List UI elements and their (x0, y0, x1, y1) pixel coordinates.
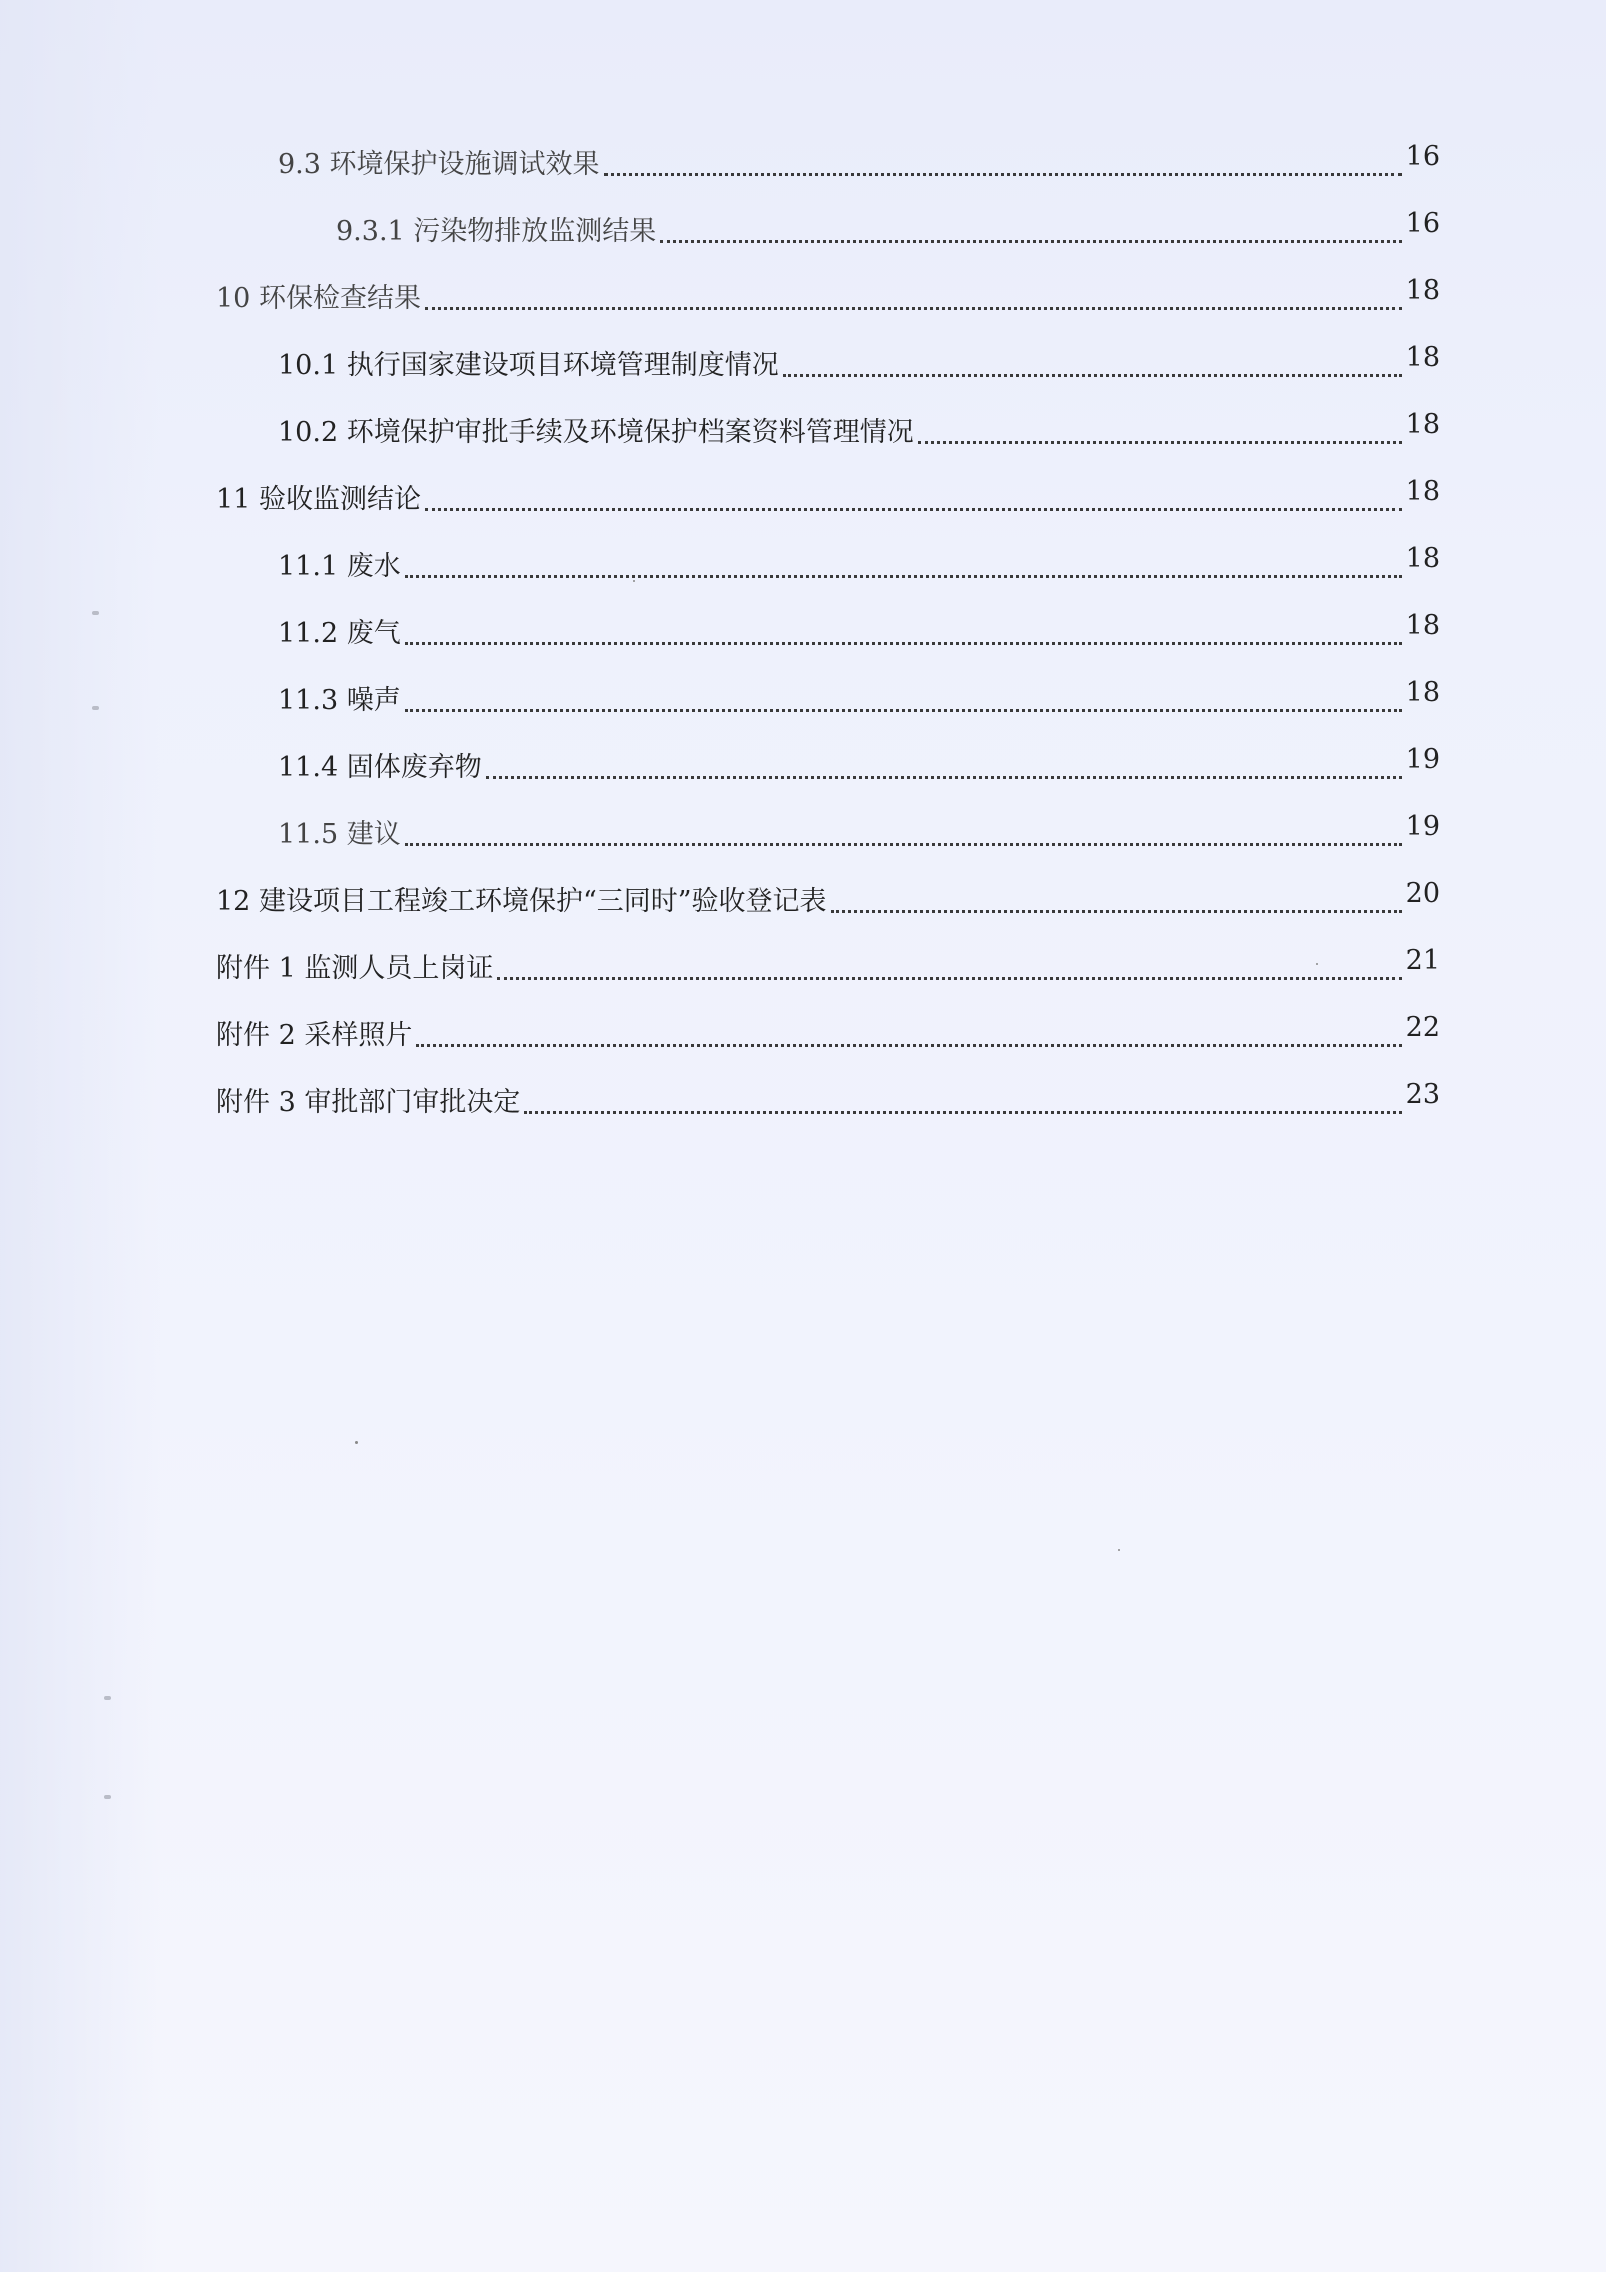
table-of-contents (216, 118, 1440, 1123)
toc-entry-page: 18 (1405, 677, 1440, 708)
dot-leader (405, 574, 1402, 578)
dot-leader (783, 373, 1402, 377)
toc-entry-page: 18 (1405, 342, 1440, 373)
toc-entry-title: 11.1 废水 (278, 551, 401, 582)
toc-entry-page: 16 (1405, 141, 1440, 172)
dot-leader (831, 909, 1402, 913)
toc-entry-title: 附件 3 审批部门审批决定 (216, 1087, 521, 1118)
dot-leader (405, 641, 1402, 645)
toc-entry-page: 21 (1405, 945, 1440, 976)
toc-entry-page: 16 (1405, 208, 1440, 239)
scan-speck (355, 1441, 358, 1444)
toc-entry-title: 附件 2 采样照片 (216, 1020, 413, 1051)
toc-entry-title: 10.2 环境保护审批手续及环境保护档案资料管理情况 (278, 417, 914, 448)
toc-entry-title: 11.3 噪声 (278, 685, 401, 716)
toc-entry-page: 18 (1405, 476, 1440, 507)
toc-entry-page: 18 (1405, 275, 1440, 306)
dot-leader (486, 775, 1402, 779)
toc-entry[interactable] (216, 922, 1440, 989)
toc-entry[interactable] (216, 319, 1440, 386)
binding-mark (104, 1696, 111, 1700)
toc-entry-page: 19 (1405, 811, 1440, 842)
toc-entry-title: 10 环保检查结果 (216, 283, 421, 314)
binding-mark (104, 1795, 111, 1799)
dot-leader (405, 708, 1402, 712)
toc-entry[interactable] (216, 587, 1440, 654)
toc-entry-page: 18 (1405, 610, 1440, 641)
toc-entry[interactable] (216, 118, 1440, 185)
toc-entry-page: 18 (1405, 543, 1440, 574)
toc-entry-page: 22 (1405, 1012, 1440, 1043)
toc-entry-title: 11.4 固体废弃物 (278, 752, 482, 783)
toc-entry-title: 附件 1 监测人员上岗证 (216, 953, 494, 984)
toc-entry[interactable] (216, 788, 1440, 855)
dot-leader (524, 1110, 1401, 1114)
dot-leader (918, 440, 1402, 444)
toc-entry-title: 11.2 废气 (278, 618, 401, 649)
toc-entry[interactable] (216, 855, 1440, 922)
toc-entry-page: 20 (1405, 878, 1440, 909)
toc-entry[interactable] (216, 252, 1440, 319)
toc-entry[interactable] (216, 654, 1440, 721)
toc-entry-title: 9.3 环境保护设施调试效果 (278, 149, 600, 180)
toc-entry-title: 11 验收监测结论 (216, 484, 421, 515)
toc-entry-page: 19 (1405, 744, 1440, 775)
toc-entry-title: 10.1 执行国家建设项目环境管理制度情况 (278, 350, 779, 381)
toc-entry[interactable] (216, 386, 1440, 453)
toc-entry-page: 23 (1405, 1079, 1440, 1110)
toc-entry[interactable] (216, 453, 1440, 520)
dot-leader (425, 306, 1402, 310)
dot-leader (497, 976, 1401, 980)
toc-entry-title: 9.3.1 污染物排放监测结果 (336, 216, 657, 247)
dot-leader (425, 507, 1402, 511)
toc-entry[interactable] (216, 721, 1440, 788)
toc-entry[interactable] (216, 520, 1440, 587)
toc-entry-title: 11.5 建议 (278, 819, 401, 850)
toc-entry-title: 12 建设项目工程竣工环境保护“三同时”验收登记表 (216, 886, 827, 917)
dot-leader (660, 239, 1401, 243)
dot-leader (405, 842, 1402, 846)
toc-entry[interactable] (216, 1056, 1440, 1123)
scan-speck (1118, 1549, 1120, 1551)
scan-shadow (0, 0, 160, 2272)
dot-leader (416, 1043, 1401, 1047)
toc-entry[interactable] (216, 989, 1440, 1056)
toc-entry-page: 18 (1405, 409, 1440, 440)
toc-entry[interactable] (216, 185, 1440, 252)
dot-leader (604, 172, 1402, 176)
binding-mark (92, 706, 99, 710)
binding-mark (92, 611, 99, 615)
